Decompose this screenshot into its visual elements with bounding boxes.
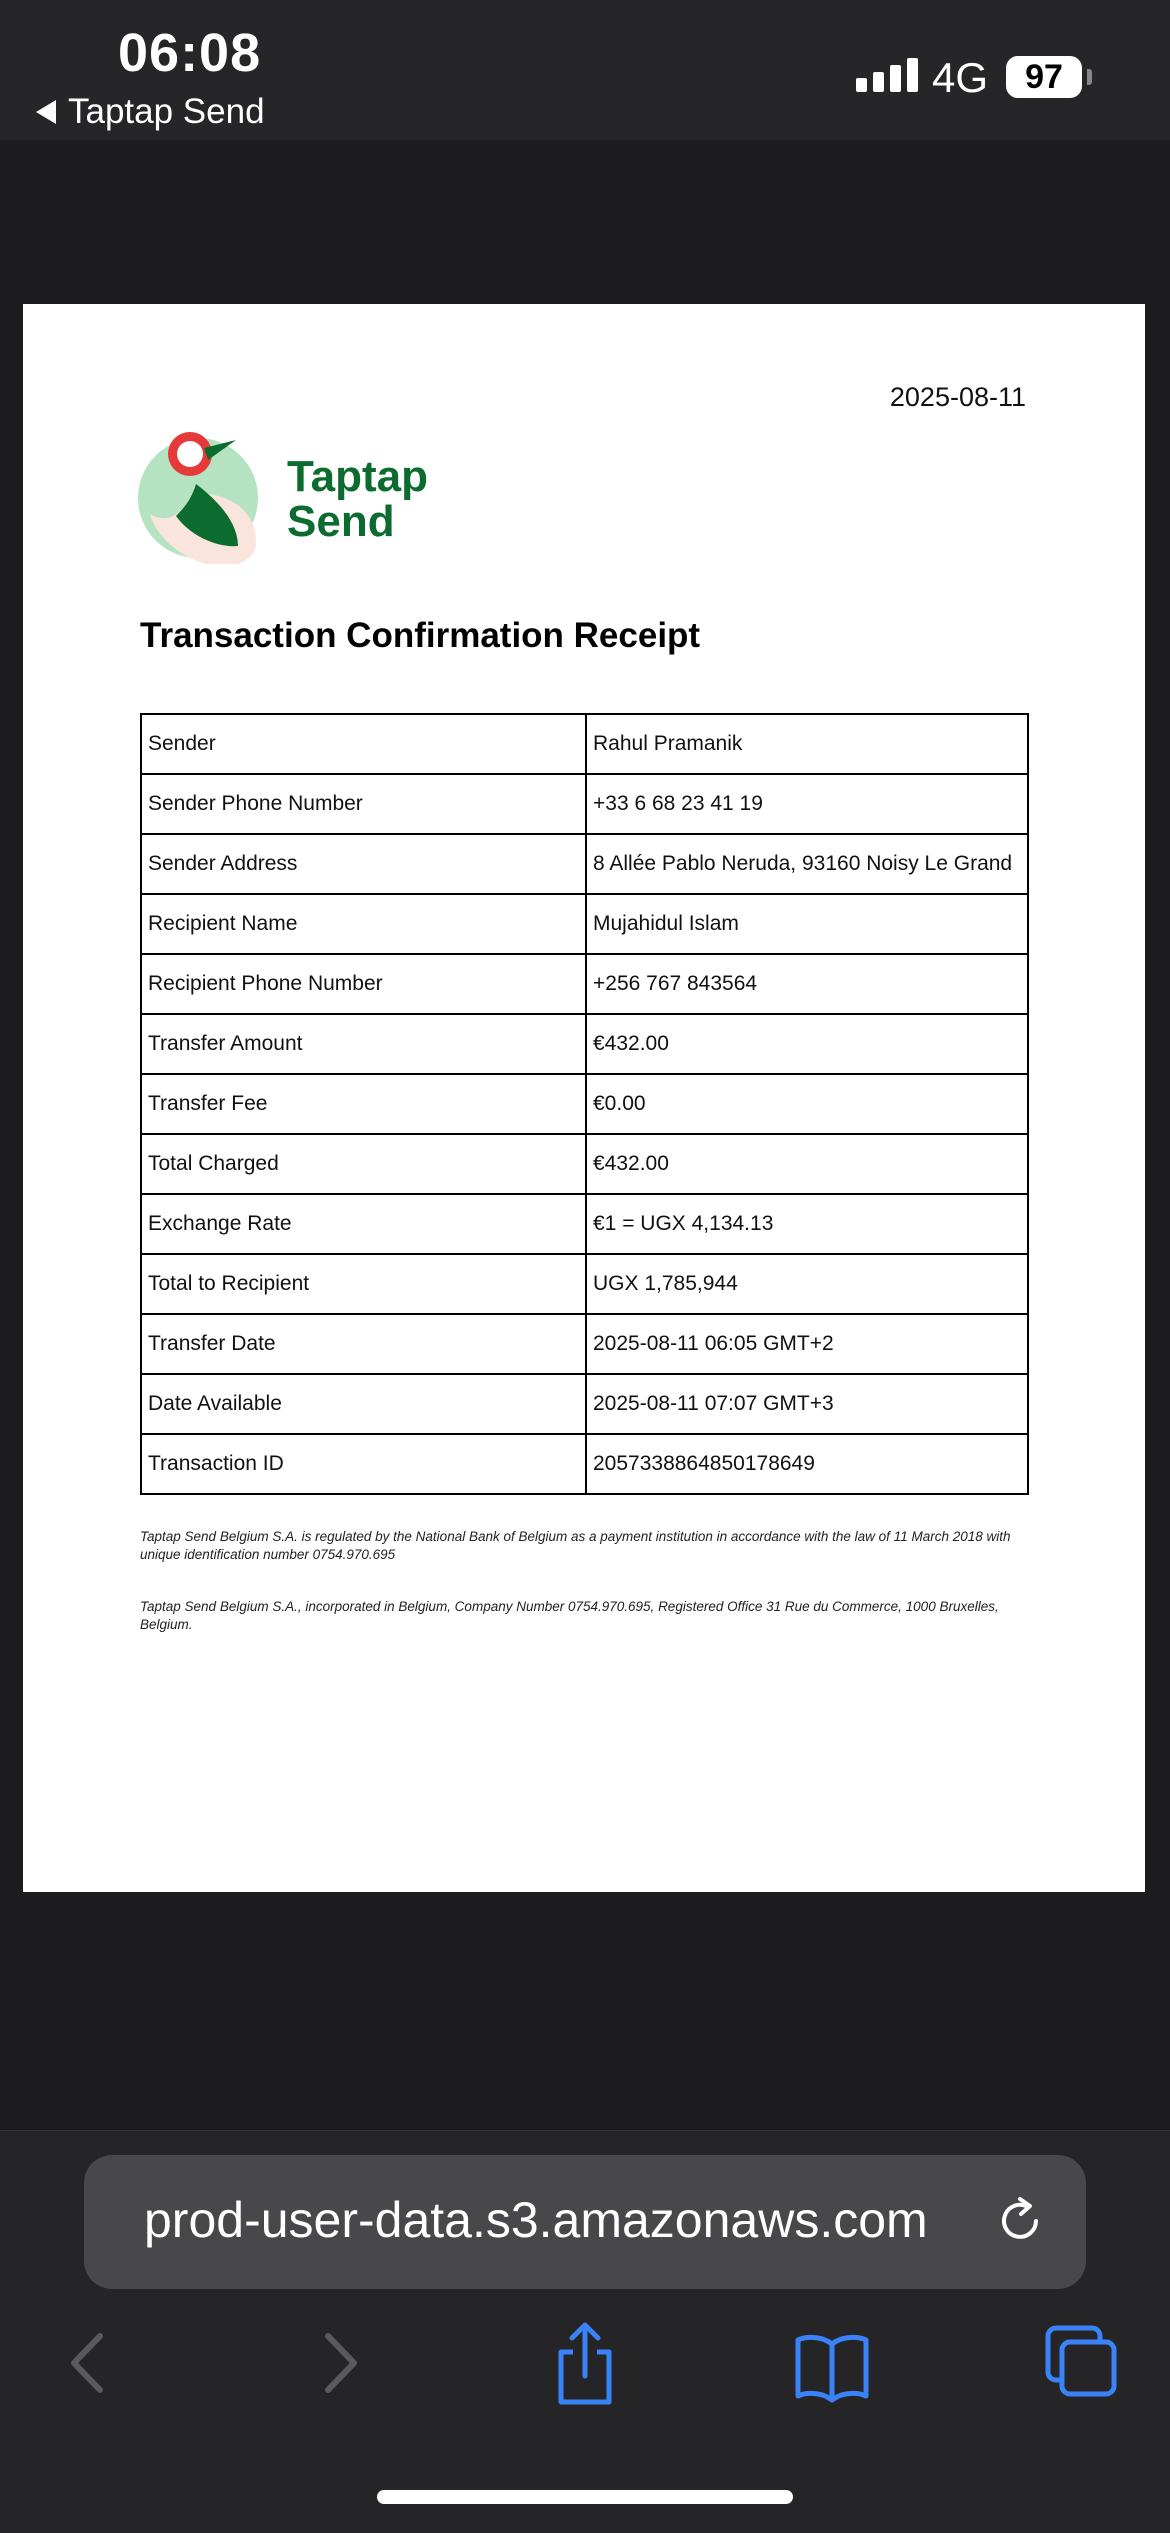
row-label: Sender: [141, 714, 586, 774]
cellular-signal-icon: [856, 58, 918, 92]
share-icon[interactable]: [545, 2318, 625, 2408]
battery-tip: [1087, 69, 1092, 85]
table-row: [141, 1014, 1028, 1074]
row-value: 2025-08-11 07:07 GMT+3: [586, 1374, 1028, 1434]
receipt-title: Transaction Confirmation Receipt: [140, 616, 701, 655]
table-row: [141, 1314, 1028, 1374]
table-row: [141, 1134, 1028, 1194]
table-row: [141, 954, 1028, 1014]
table-row: [141, 714, 1028, 774]
receipt-table: [140, 713, 1029, 1495]
table-row: [141, 1434, 1028, 1494]
row-label: Recipient Phone Number: [141, 954, 586, 1014]
table-row: [141, 774, 1028, 834]
row-value: €1 = UGX 4,134.13: [586, 1194, 1028, 1254]
regulatory-footnote: Taptap Send Belgium S.A. is regulated by the National Bank of Belgium as a payment institution in accordance with the law of 11 March 2018 with unique identification number 0754.970.695: [140, 1529, 1011, 1562]
receipt-page: [23, 304, 1145, 1892]
address-bar[interactable]: [84, 2155, 1086, 2289]
status-time: 06:08: [118, 23, 262, 83]
row-label: Date Available: [141, 1374, 586, 1434]
status-bar: [0, 0, 1170, 140]
forward-icon[interactable]: [300, 2318, 380, 2408]
row-value: 2025-08-11 06:05 GMT+2: [586, 1314, 1028, 1374]
row-value: +256 767 843564: [586, 954, 1028, 1014]
url-text: prod-user-data.s3.amazonaws.com: [144, 2192, 928, 2248]
row-value: 8 Allée Pablo Neruda, 93160 Noisy Le Grand: [586, 834, 1028, 894]
receipt-date: 2025-08-11: [889, 382, 1026, 412]
row-value: Rahul Pramanik: [586, 714, 1028, 774]
row-label: Transaction ID: [141, 1434, 586, 1494]
back-to-app-label: Taptap Send: [68, 92, 265, 131]
row-label: Transfer Amount: [141, 1014, 586, 1074]
row-value: €432.00: [586, 1014, 1028, 1074]
row-value: Mujahidul Islam: [586, 894, 1028, 954]
table-row: [141, 1074, 1028, 1134]
row-label: Total Charged: [141, 1134, 586, 1194]
row-label: Transfer Date: [141, 1314, 586, 1374]
logo-wordmark: [287, 454, 428, 544]
battery-icon: 97: [1006, 56, 1082, 98]
row-label: Sender Phone Number: [141, 774, 586, 834]
table-row: [141, 1194, 1028, 1254]
logo-text: Taptap Send: [287, 452, 428, 546]
bookmarks-icon[interactable]: [792, 2318, 872, 2408]
bird-logo-icon: [138, 424, 288, 564]
reload-icon[interactable]: [990, 2191, 1050, 2251]
row-label: Exchange Rate: [141, 1194, 586, 1254]
row-label: Sender Address: [141, 834, 586, 894]
row-value: 2057338864850178649: [586, 1434, 1028, 1494]
table-row: [141, 894, 1028, 954]
back-triangle-icon: [36, 100, 56, 124]
tabs-icon[interactable]: [1040, 2318, 1120, 2408]
taptap-send-logo: [138, 424, 458, 564]
row-value: €432.00: [586, 1134, 1028, 1194]
row-value: €0.00: [586, 1074, 1028, 1134]
row-value: UGX 1,785,944: [586, 1254, 1028, 1314]
back-icon[interactable]: [48, 2318, 128, 2408]
company-footnote: Taptap Send Belgium S.A., incorporated in Belgium, Company Number 0754.970.695, Registered Office 31 Rue du Commerce, 1000 Bruxelles, Belgium.: [140, 1599, 999, 1632]
row-label: Total to Recipient: [141, 1254, 586, 1314]
back-to-app-link[interactable]: [36, 92, 265, 132]
table-row: [141, 1254, 1028, 1314]
row-value: +33 6 68 23 41 19: [586, 774, 1028, 834]
home-indicator[interactable]: [377, 2490, 793, 2504]
table-row: [141, 834, 1028, 894]
network-type: 4G: [932, 54, 989, 101]
table-row: [141, 1374, 1028, 1434]
row-label: Transfer Fee: [141, 1074, 586, 1134]
row-label: Recipient Name: [141, 894, 586, 954]
